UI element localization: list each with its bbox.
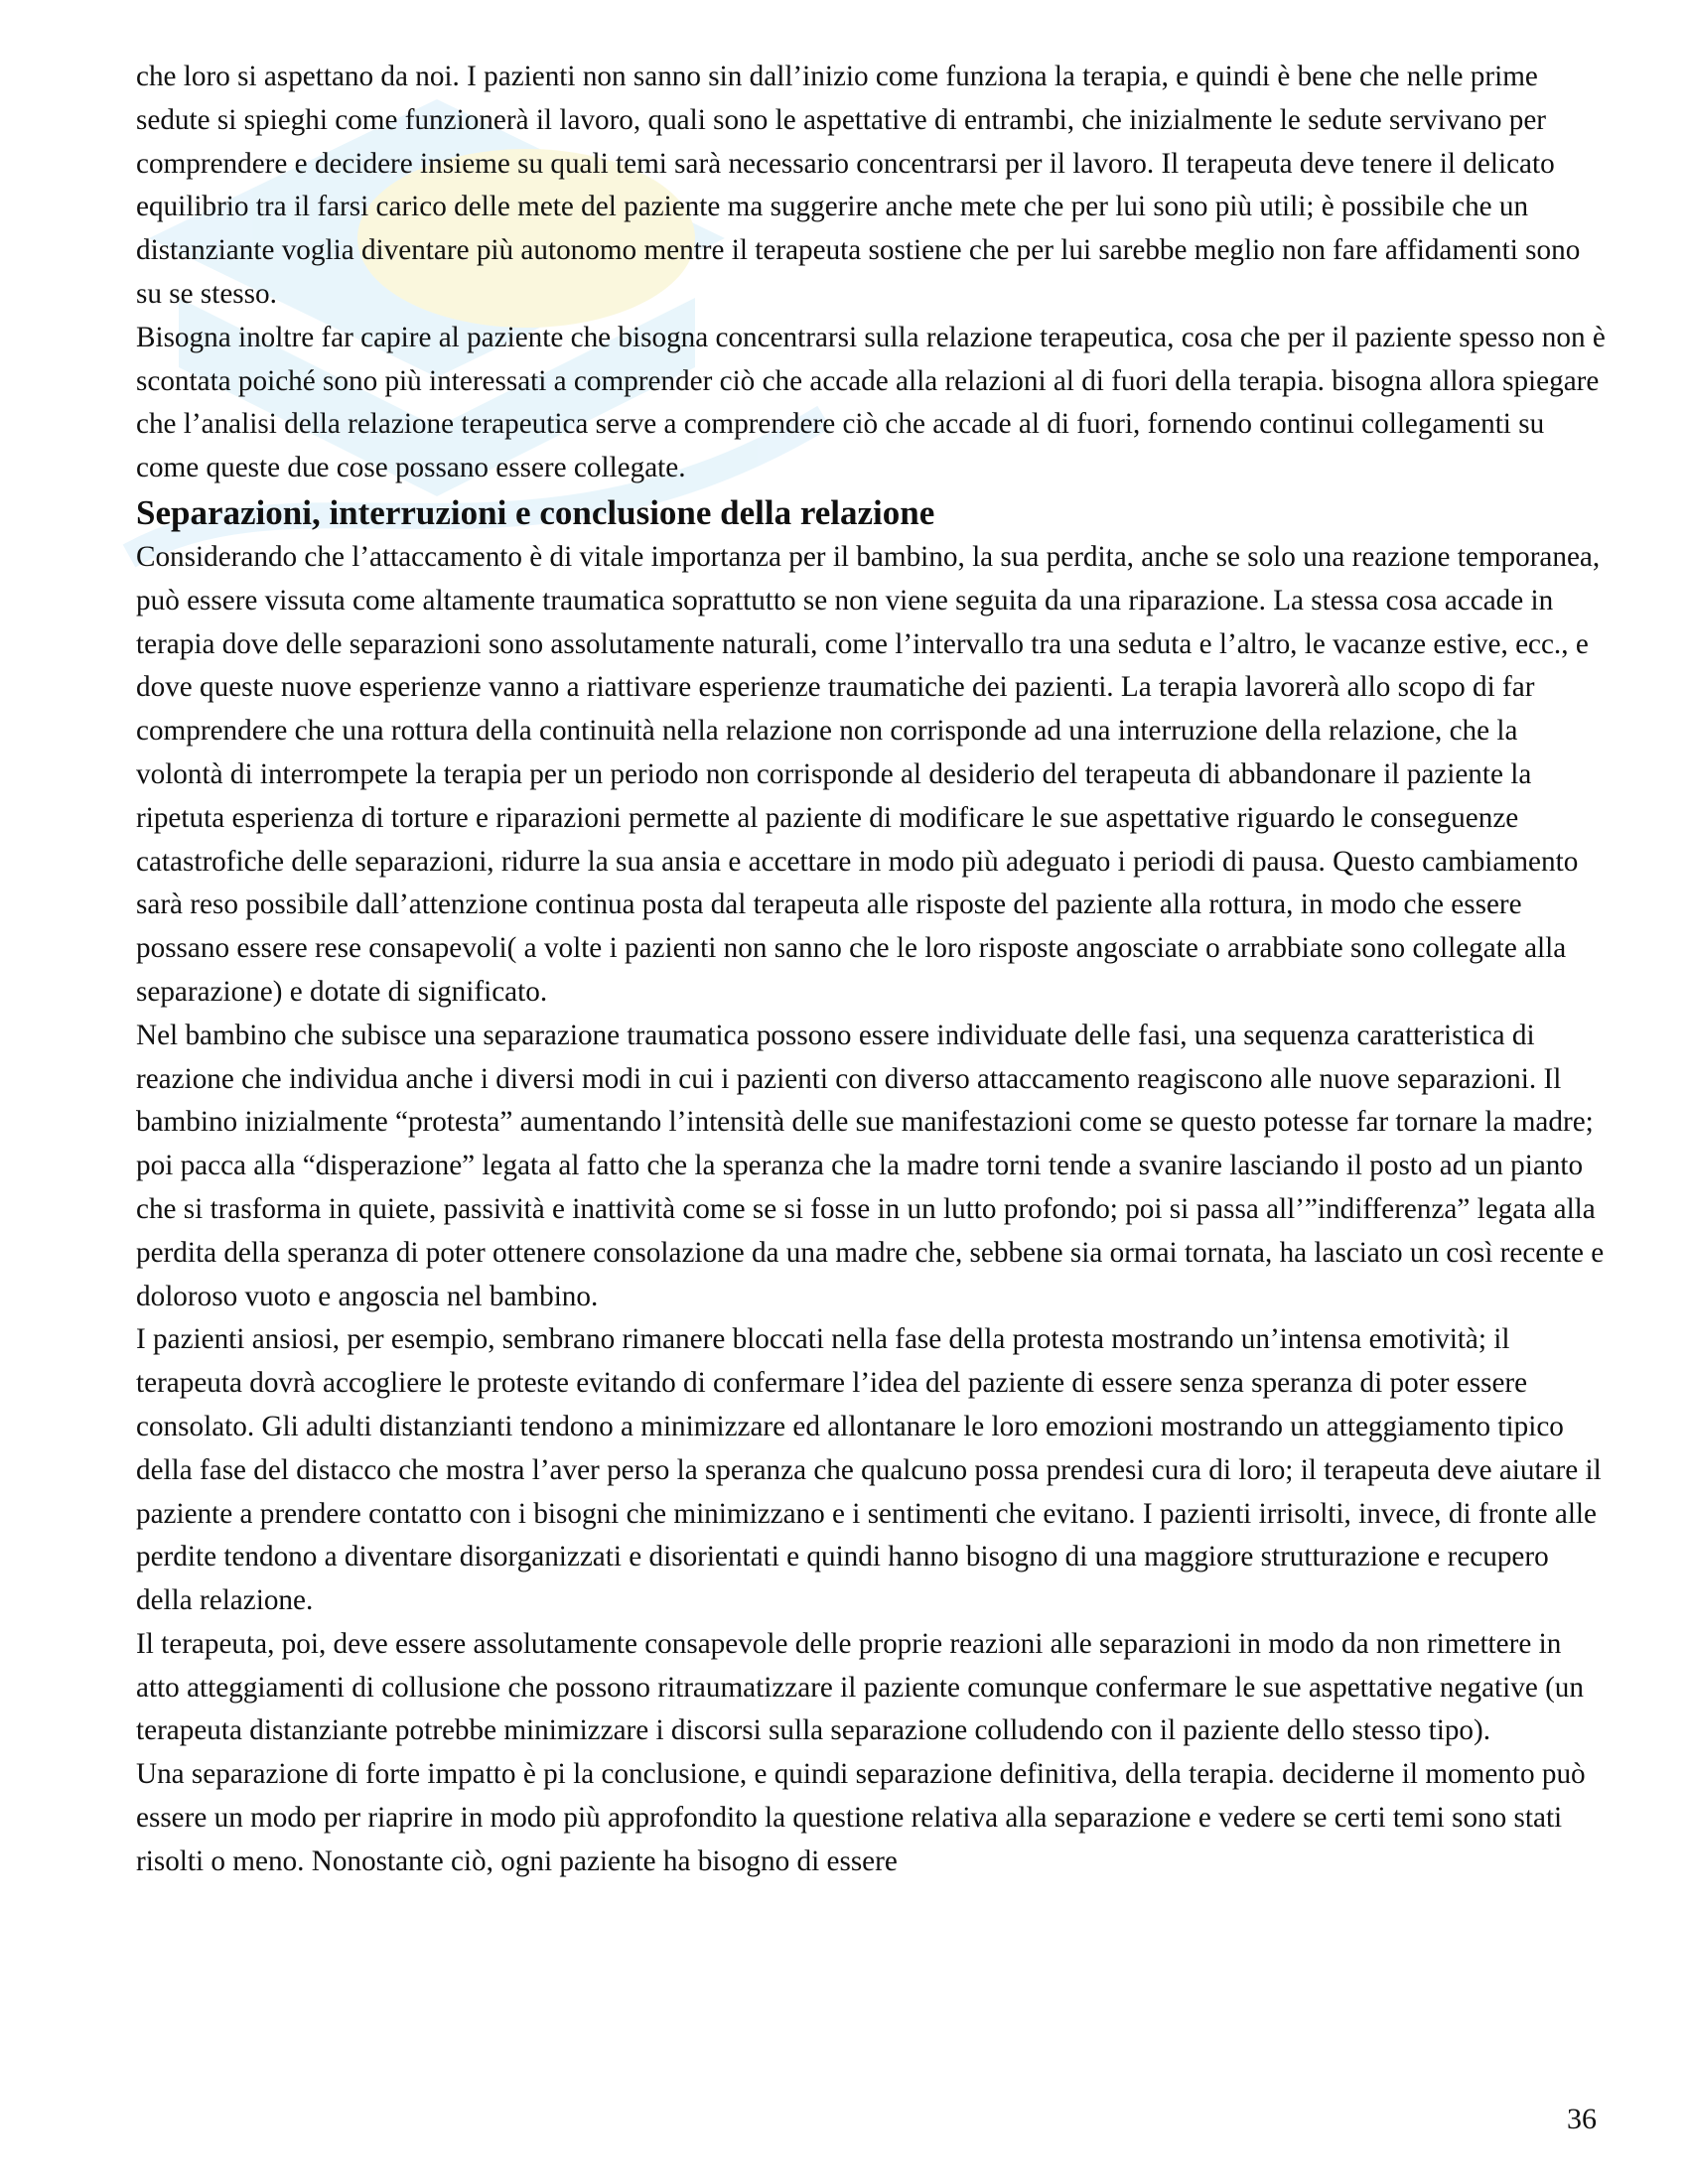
paragraph: Considerando che l’attaccamento è di vitale importanza per il bambino, la sua perdita, anche se solo una reazione temporanea, può essere vissuta come altamente traumatica soprattutto se non viene seguita da una riparazione. La stessa cosa accade in terapia dove delle separazioni sono assolutamente naturali, come l’intervallo tra una seduta e l’altro, le vacanze estive, ecc., e dove queste nuove esperienze vanno a riattivare esperienze traumatiche dei pazienti. La terapia lavorerà allo scopo di far comprendere che una rottura della continuità nella relazione non corrisponde ad una interruzione della relazione, che la volontà di interrompete la terapia per un periodo non corrisponde al desiderio del terapeuta di abbandonare il paziente la ripetuta esperienza di torture e riparazioni permette al paziente di modificare le sue aspettative riguardo le conseguenze catastrofiche delle separazioni, ridurre la sua ansia e accettare in modo più adeguato i periodi di pausa. Questo cambiamento sarà reso possibile dall’attenzione continua posta dal terapeuta alle risposte del paziente alla rottura, in modo che essere possano essere rese consapevoli( a volte i pazienti non sanno che le loro risposte angosciate o arrabbiate sono collegate alla separazione) e dotate di significato. bbox=[136, 540, 1601, 1008]
paragraph: Bisogna inoltre far capire al paziente che bisogna concentrarsi sulla relazione terapeutica, cosa che per il paziente spesso non è scontata poiché sono più interessati a comprender ciò che accade alla relazioni al di fuori della terapia. bisogna allora spiegare che l’analisi della relazione terapeutica serve a comprendere ciò che accade al di fuori, fornendo continui collegamenti su come queste due cose possano essere collegate. bbox=[136, 321, 1606, 484]
paragraph: I pazienti ansiosi, per esempio, sembrano rimanere bloccati nella fase della protesta mostrando un’intensa emotività; il terapeuta dovrà accogliere le proteste evitando di confermare l’idea del paziente di essere senza speranza di poter essere consolato. Gli adulti distanzianti tendono a minimizzare ed allontanare le loro emozioni mostrando un atteggiamento tipico della fase del distacco che mostra l’aver perso la speranza che qualcuno possa prendesi cura di loro; il terapeuta deve aiutare il paziente a prendere contatto con i bisogni che minimizzano e i sentimenti che evitano. I pazienti irrisolti, invece, di fronte alle perdite tendono a diventare disorganizzati e disorientati e quindi hanno bisogno di una maggiore strutturazione e recupero della relazione. bbox=[136, 1323, 1602, 1617]
paragraph: Il terapeuta, poi, deve essere assolutamente consapevole delle proprie reazioni alle separazioni in modo da non rimettere in atto atteggiamenti di collusione che possono ritraumatizzare il paziente comunque confermare le sue aspettative negative (un terapeuta distanziante potrebbe minimizzare i discorsi sulla separazione colludendo con il paziente dello stesso tipo). bbox=[136, 1627, 1584, 1747]
paragraph: Una separazione di forte impatto è pi la conclusione, e quindi separazione definitiva, della terapia. deciderne il momento può essere un modo per riaprire in modo più approfondito la questione relativa alla separazione e vedere se certi temi sono stati risolti o meno. Nonostante ciò, ogni paziente ha bisogno di essere bbox=[136, 1758, 1586, 1877]
paragraph: che loro si aspettano da noi. I pazienti non sanno sin dall’inizio come funziona la terapia, e quindi è bene che nelle prime sedute si spieghi come funzionerà il lavoro, quali sono le aspettative di entrambi, che inizialmente le sedute servivano per comprendere e decidere insieme su quali temi sarà necessario concentrarsi per il lavoro. Il terapeuta deve tenere il delicato equilibrio tra il farsi carico delle mete del paziente ma suggerire anche mete che per lui sono più utili; è possibile che un distanziante voglia diventare più autonomo mentre il terapeuta sostiene che per lui sarebbe meglio non fare affidamenti sono su se stesso. bbox=[136, 61, 1581, 310]
section-heading: Separazioni, interruzioni e conclusione della relazione bbox=[136, 492, 935, 532]
document-body bbox=[136, 56, 1612, 1884]
page-number: 36 bbox=[1567, 2103, 1597, 2135]
paragraph: Nel bambino che subisce una separazione traumatica possono essere individuate delle fasi, una sequenza caratteristica di reazione che individua anche i diversi modi in cui i pazienti con diverso attaccamento reagiscono alle nuove separazioni. Il bambino inizialmente “protesta” aumentando l’intensità delle sue manifestazioni come se questo potesse far tornare la madre; poi pacca alla “disperazione” legata al fatto che la speranza che la madre torni tende a svanire lasciando il posto ad un pianto che si trasforma in quiete, passività e inattività come se si fosse in un lutto profondo; poi si passa all’”indifferenza” legata alla perdita della speranza di poter ottenere consolazione da una madre che, sebbene sia ormai tornata, ha lasciato un così recente e doloroso vuoto e angoscia nel bambino. bbox=[136, 1019, 1605, 1312]
